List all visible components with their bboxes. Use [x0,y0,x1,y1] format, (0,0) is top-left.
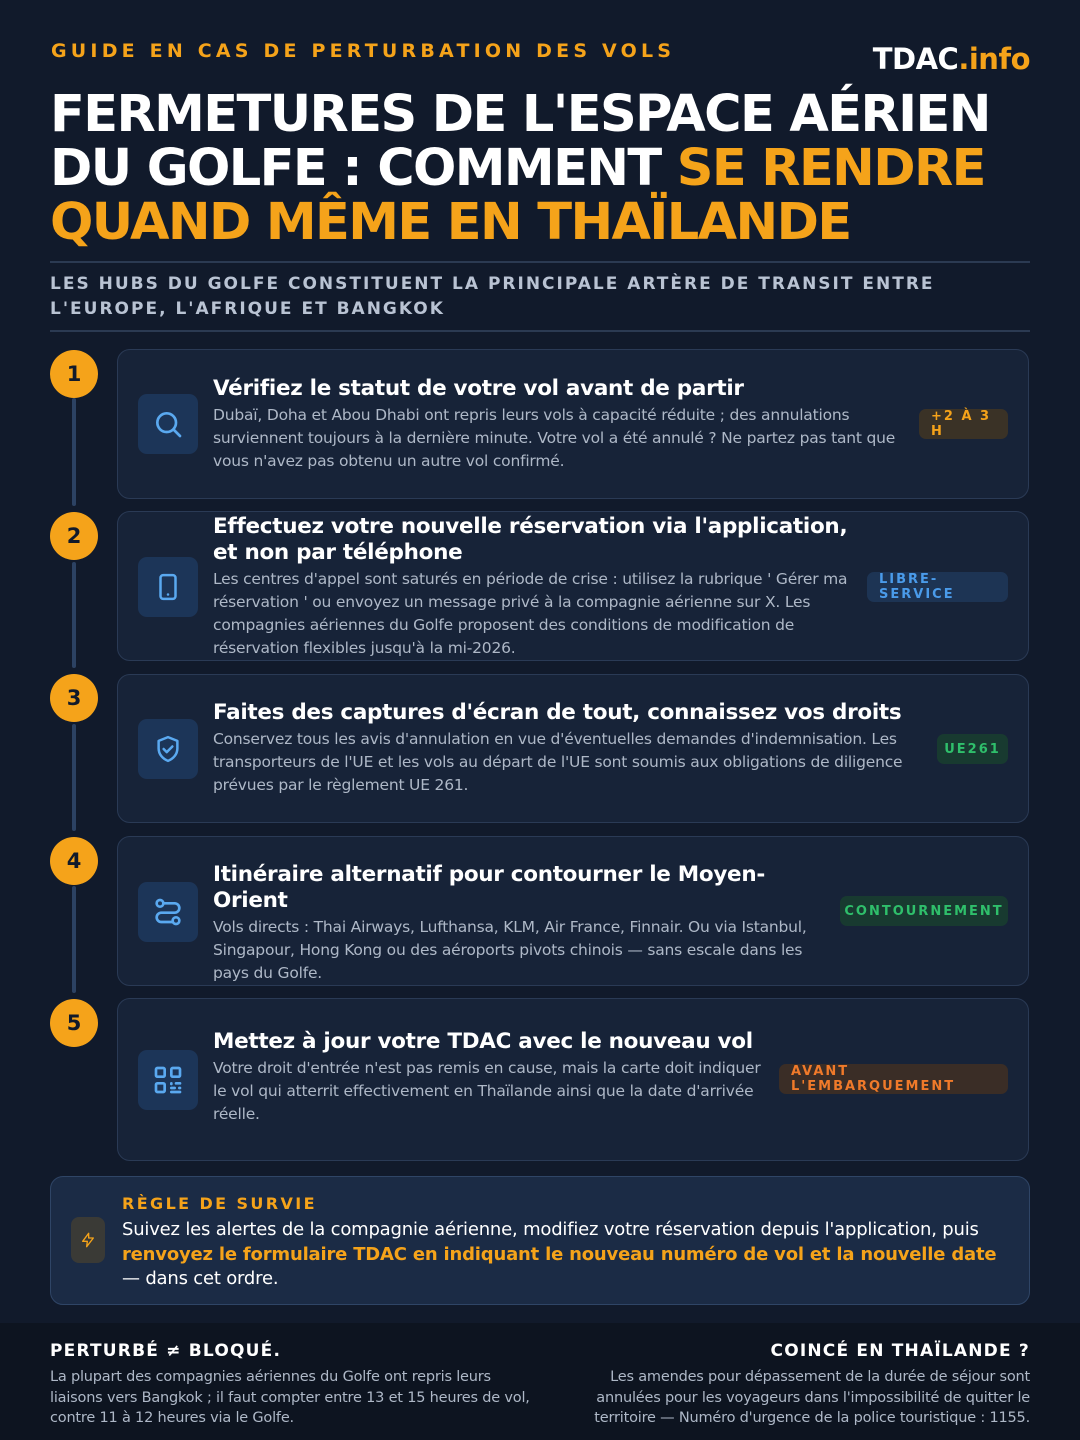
page-title [50,85,990,252]
timeline-connector [72,724,76,831]
footer-right [580,1341,1030,1429]
title-line-2-highlight: SE RENDRE [676,139,985,198]
search-icon [152,408,184,440]
title-line-2-white: DU GOLFE : COMMENT [50,139,677,198]
step-description: Votre droit d'entrée n'est pas remis en cause, mais la carte doit indiquer le vol qui atterrit effectivement en Thaïlande ainsi que la date d'arrivée réelle. [213,1059,761,1123]
footer-left [50,1341,530,1429]
step-number-5: 5 [50,999,98,1047]
step-tag: LIBRE-SERVICE [867,572,1008,602]
icon-container [138,394,198,454]
timeline-connector [72,886,76,993]
brand-main: TDAC [872,42,959,76]
icon-container [138,1050,198,1110]
kicker: GUIDE EN CAS DE PERTURBATION DES VOLS [51,40,676,62]
icon-container [138,719,198,779]
step-title: Itinéraire alternatif pour contourner le Moyen-Orient [213,862,765,913]
step-card-1 [117,349,1029,499]
step-title: Effectuez votre nouvelle réservation via l'application, et non par téléphone [213,514,848,565]
step-card-3 [117,674,1029,823]
step-tag: AVANT L'EMBARQUEMENT [779,1064,1008,1094]
survival-label: RÈGLE DE SURVIE [122,1194,317,1213]
step-description: Dubaï, Doha et Abou Dhabi ont repris leurs vols à capacité réduite ; des annulations surviennent toujours à la dernière minute. Votre vol a été annulé ? Ne partez pas tant que vous n'avez pas obtenu un autre vol confirmé. [213,406,896,470]
lightning-icon [80,1232,96,1248]
step-description: Conservez tous les avis d'annulation en vue d'éventuelles demandes d'indemnisation. Les transporteurs de l'UE et les vols au départ de l'UE sont soumis aux obligations de diligence prévues par le règlement UE 261. [213,730,903,794]
step-number-2: 2 [50,512,98,560]
survival-text-highlight: renvoyez le formulaire TDAC en indiquant le nouveau numéro de vol et la nouvelle date [122,1243,997,1265]
footer-right-title: COINCÉ EN THAÏLANDE ? [770,1341,1030,1361]
step-title: Vérifiez le statut de votre vol avant de partir [213,376,744,401]
step-number-1: 1 [50,350,98,398]
timeline-connector [72,562,76,668]
step-title: Mettez à jour votre TDAC avec le nouveau vol [213,1029,753,1054]
title-line-3: QUAND MÊME EN THAÏLANDE [50,193,851,252]
footer [0,1323,1080,1440]
lightning-icon-container [71,1217,105,1263]
step-card-5 [117,998,1029,1161]
divider-top [50,261,1030,263]
brand-logo[interactable] [873,42,1030,76]
step-tag: UE261 [937,734,1008,764]
step-title: Faites des captures d'écran de tout, connaissez vos droits [213,700,902,725]
icon-container [138,882,198,942]
step-tag: CONTOURNEMENT [840,896,1008,926]
step-description: Les centres d'appel sont saturés en période de crise : utilisez la rubrique ' Gérer ma réservation ' ou envoyez un message privé à la compagnie aérienne sur X. Les compagnies aériennes du Golfe proposent des conditions de modification de réservation flexibles jusqu'à la mi-2026. [213,570,848,657]
footer-left-text: La plupart des compagnies aériennes du Golfe ont repris leurs liaisons vers Bangkok ; il faut compter entre 13 et 15 heures de vol, contre 11 à 12 heures via le Golfe. [50,1369,530,1426]
subtitle: LES HUBS DU GOLFE CONSTITUENT LA PRINCIPALE ARTÈRE DE TRANSIT ENTRE L'EUROPE, L'AFRIQUE ET BANGKOK [50,274,935,319]
footer-right-text: Les amendes pour dépassement de la durée de séjour sont annulées pour les voyageurs dans l'impossibilité de quitter le territoire — Numéro d'urgence de la police touristique : 1155. [594,1369,1030,1426]
step-card-4 [117,836,1029,986]
survival-text [122,1218,1012,1292]
brand-suffix: .info [958,42,1030,76]
step-card-2 [117,511,1029,661]
survival-text-end: — dans cet ordre. [122,1268,279,1289]
shield-check-icon [153,734,183,764]
title-line-1: FERMETURES DE L'ESPACE AÉRIEN [50,85,990,144]
timeline-connector [72,398,76,506]
step-tag: +2 À 3 H [919,409,1008,439]
survival-text-start: Suivez les alertes de la compagnie aérienne, modifiez votre réservation depuis l'application, puis [122,1219,979,1240]
qr-code-icon [152,1064,184,1096]
route-icon [152,896,184,928]
survival-rule-box [50,1176,1030,1305]
step-number-4: 4 [50,837,98,885]
icon-container [138,557,198,617]
step-number-3: 3 [50,674,98,722]
divider-bottom [50,330,1030,332]
footer-left-title: PERTURBÉ ≠ BLOQUÉ. [50,1341,282,1361]
step-description: Vols directs : Thai Airways, Lufthansa, KLM, Air France, Finnair. Ou via Istanbul, Singapour, Hong Kong ou des aéroports pivots chinois — sans escale dans les pays du Golfe. [213,918,807,982]
smartphone-icon [153,572,183,602]
title-line-2 [50,139,990,198]
